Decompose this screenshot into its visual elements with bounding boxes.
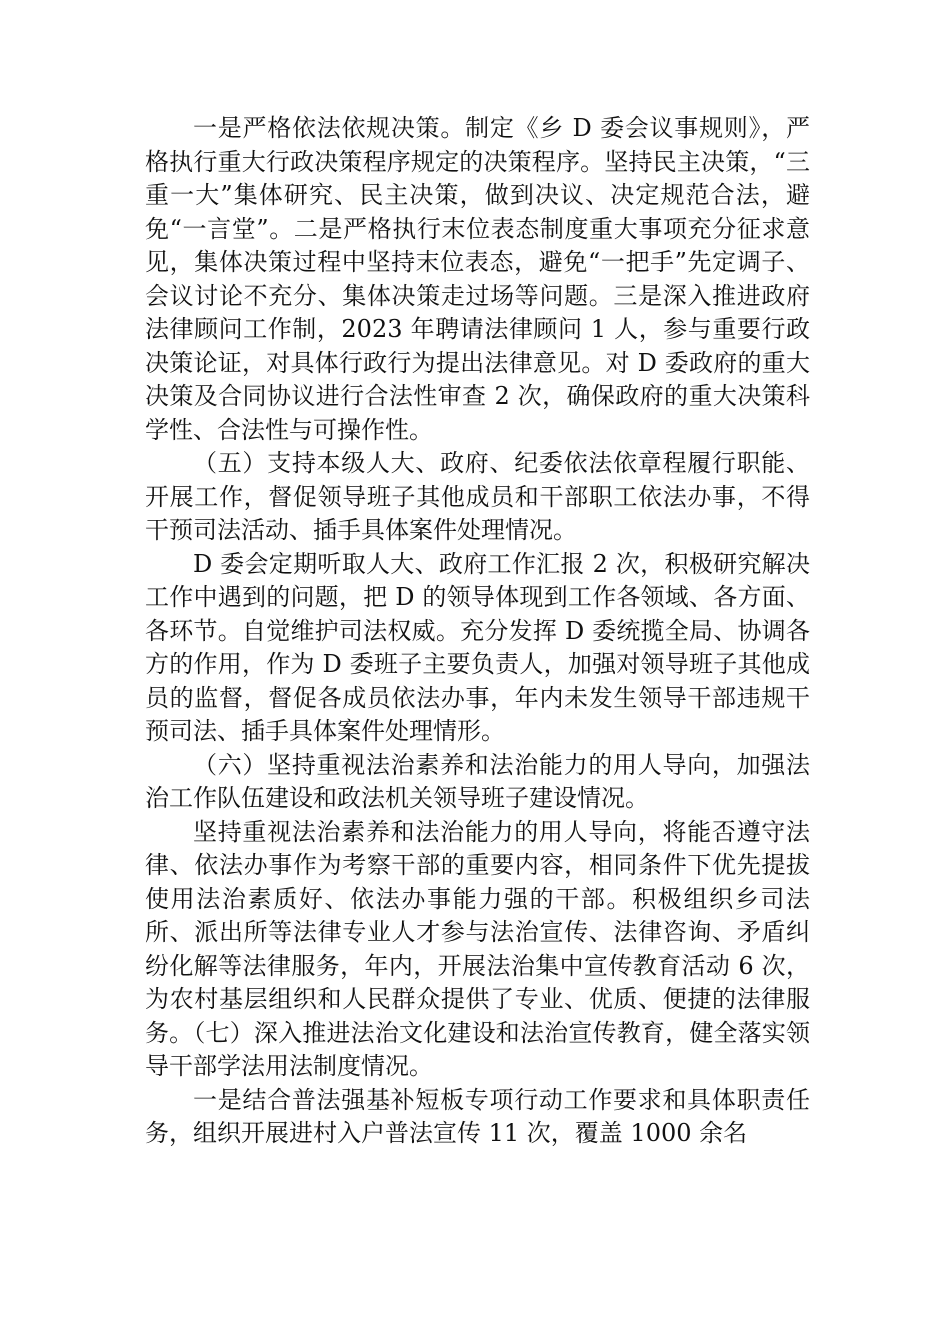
paragraph-legal-publicity: 一是结合普法强基补短板专项行动工作要求和具体职责任务，组织开展进村入户普法宣传 11 次，覆盖 1000 余名: [145, 1085, 810, 1147]
document-body: [145, 112, 810, 1151]
heading-section-five: （五）支持本级人大、政府、纪委依法依章程履行职能、开展工作，督促领导班子其他成员和干部职工依法办事，不得干预司法活动、插手具体案件处理情况。: [145, 449, 810, 544]
paragraph-supervision: D 委会定期听取人大、政府工作汇报 2 次，积极研究解决工作中遇到的问题，把 D 的领导体现到工作各领域、各方面、各环节。自觉维护司法权威。充分发挥 D 委统揽全局、协调各方的作用，作为 D 委班子主要负责人，加强对领导班子其他成员的监督，督促各成员依法办事，年内未发生领导干部违规干预司法、插手具体案件处理情形。: [145, 549, 810, 745]
paragraph-personnel: 坚持重视法治素养和法治能力的用人导向，将能否遵守法律、依法办事作为考察干部的重要内容，相同条件下优先提拔使用法治素质好、依法办事能力强的干部。积极组织乡司法所、派出所等法律专业人才参与法治宣传、法律咨询、矛盾纠纷化解等法律服务，年内，开展法治集中宣传教育活动 6 次，为农村基层组织和人民群众提供了专业、优质、便捷的法律服务。（七）深入推进法治文化建设和法治宣传教育，健全落实领导干部学法用法制度情况。: [145, 817, 810, 1080]
heading-section-six: （六）坚持重视法治素养和法治能力的用人导向，加强法治工作队伍建设和政法机关领导班子建设情况。: [145, 750, 810, 812]
paragraph-decision-making: 一是严格依法依规决策。制定《乡 D 委会议事规则》，严格执行重大行政决策程序规定的决策程序。坚持民主决策，“三重一大”集体研究、民主决策，做到决议、决定规范合法，避免“一言堂”。二是严格执行末位表态制度重大事项充分征求意见，集体决策过程中坚持末位表态，避免“一把手”先定调子、会议讨论不充分、集体决策走过场等问题。三是深入推进政府法律顾问工作制，2023 年聘请法律顾问 1 人，参与重要行政决策论证，对具体行政行为提出法律意见。对 D 委政府的重大决策及合同协议进行合法性审查 2 次，确保政府的重大决策科学性、合法性与可操作性。: [145, 114, 810, 444]
